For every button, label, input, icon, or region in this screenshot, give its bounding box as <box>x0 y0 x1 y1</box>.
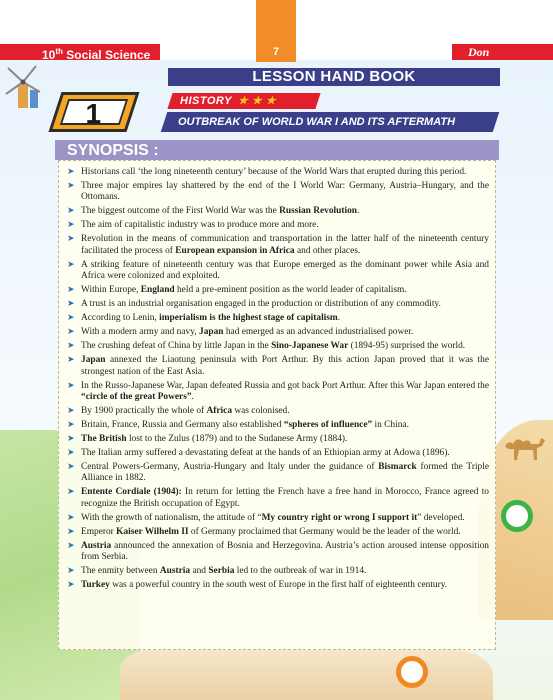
chapter-title-bar <box>161 112 499 132</box>
synopsis-point: ➤ Within Europe, England held a pre-eminent position as the world leader of capitalism. <box>67 285 407 296</box>
bullet-arrow-icon: ➤ <box>67 380 75 391</box>
bullet-arrow-icon: ➤ <box>67 512 75 523</box>
bullet-arrow-icon: ➤ <box>67 420 75 431</box>
class-label-bar <box>0 44 160 60</box>
synopsis-list <box>59 161 495 592</box>
bullet-arrow-icon: ➤ <box>67 566 75 577</box>
synopsis-point: ➤ In the Russo-Japanese War, Japan defeated Russia and got back Port Arthur. After this War Japan entered the “circle of the great Powers”. <box>67 380 489 403</box>
subject-label: HISTORY ★ ★ ★ <box>180 95 277 107</box>
synopsis-point: ➤ With the growth of nationalism, the attitude of “My country right or wrong I support it” developed. <box>67 512 465 523</box>
bullet-arrow-icon: ➤ <box>67 487 75 498</box>
synopsis-point: ➤ Entente Cordiale (1904): In return for letting the French have a free hand in Morocco, France agreed to recognize the British occupation of Egypt. <box>67 487 489 509</box>
synopsis-heading: SYNOPSIS : <box>67 142 159 159</box>
bullet-arrow-icon: ➤ <box>67 181 75 191</box>
synopsis-point: ➤ Historians call ‘the long nineteenth century’ because of the World Wars that erupted during this period. <box>67 167 467 177</box>
chapter-number-box <box>49 92 140 132</box>
bullet-arrow-icon: ➤ <box>67 259 75 270</box>
synopsis-point: ➤ A striking feature of nineteenth century was that Europe emerged as the dominant power while Asia and Africa were colonized and exploited. <box>67 259 489 282</box>
synopsis-point: ➤ With a modern army and navy, Japan had emerged as an advanced industrialised power. <box>67 327 414 338</box>
green-ring-decoration <box>501 500 533 532</box>
bullet-arrow-icon: ➤ <box>67 234 75 245</box>
brand-label: Don <box>468 45 490 59</box>
bullet-arrow-icon: ➤ <box>67 341 75 352</box>
orange-ring-decoration <box>396 656 428 688</box>
synopsis-point: ➤ The aim of capitalistic industry was to produce more and more. <box>67 220 319 231</box>
bullet-arrow-icon: ➤ <box>67 448 75 459</box>
bullet-arrow-icon: ➤ <box>67 167 75 177</box>
bullet-arrow-icon: ➤ <box>67 540 75 551</box>
bullet-arrow-icon: ➤ <box>67 526 75 537</box>
synopsis-point: ➤ Three major empires lay shattered by the end of the I World War: Germany, Austria–Hungary, and the Ottomans. <box>67 181 489 203</box>
synopsis-point: ➤ The crushing defeat of China by little Japan in the Sino-Japanese War (1894-95) surprised the world. <box>67 341 466 352</box>
synopsis-point: ➤ The biggest outcome of the First World War was the Russian Revolution. <box>67 206 360 217</box>
synopsis-point: ➤ According to Lenin, imperialism is the highest stage of capitalism. <box>67 313 341 324</box>
brand-bar <box>452 44 553 60</box>
bullet-arrow-icon: ➤ <box>67 299 75 310</box>
bullet-arrow-icon: ➤ <box>67 580 75 591</box>
bullet-arrow-icon: ➤ <box>67 313 75 324</box>
page-number: 7 <box>272 46 280 58</box>
bullet-arrow-icon: ➤ <box>67 327 75 338</box>
synopsis-point: ➤ The Italian army suffered a devastating defeat at the hands of an Ethiopian army at Adowa (1896). <box>67 448 450 459</box>
camel-icon <box>501 432 547 462</box>
synopsis-point: ➤ A trust is an industrial organisation engaged in the production or distribution of any commodity. <box>67 299 441 310</box>
synopsis-point: ➤ Central Powers-Germany, Austria-Hungary and Italy under the guidance of Bismarck formed the Triple Alliance in 1882. <box>67 462 489 484</box>
bullet-arrow-icon: ➤ <box>67 462 75 473</box>
synopsis-box <box>58 160 496 650</box>
bullet-arrow-icon: ➤ <box>67 206 75 217</box>
synopsis-point: ➤ The British lost to the Zulus (1879) and to the Sudanese Army (1884). <box>67 434 348 445</box>
synopsis-heading-bar <box>55 140 499 160</box>
synopsis-point: ➤ The enmity between Austria and Serbia led to the outbreak of war in 1914. <box>67 566 367 577</box>
synopsis-point: ➤ Emperor Kaiser Wilhelm II of Germany proclaimed that Germany would be the leader of the world. <box>67 526 461 537</box>
bullet-arrow-icon: ➤ <box>67 406 75 417</box>
synopsis-point: ➤ Revolution in the means of communication and transportation in the latter half of the nineteenth century facilitated the process of European expansion in Africa and other places. <box>67 234 489 256</box>
synopsis-point: ➤ Austria announced the annexation of Bosnia and Herzegovina. Austria’s action aroused intense opposition from Serbia. <box>67 540 489 563</box>
stars-decoration: ★ ★ ★ <box>238 95 277 107</box>
bullet-arrow-icon: ➤ <box>67 434 75 445</box>
bullet-arrow-icon: ➤ <box>67 220 75 231</box>
synopsis-point: ➤ By 1900 practically the whole of Africa was colonised. <box>67 406 290 417</box>
synopsis-point: ➤ Turkey was a powerful country in the south west of Europe in the first half of eighteenth century. <box>67 580 448 591</box>
windmill-icon <box>0 62 50 108</box>
class-label: 10th Social Science <box>42 47 151 62</box>
synopsis-point: ➤ Japan annexed the Liaotung peninsula with Port Arthur. By this action Japan proved that it was the strongest nation of the East Asia. <box>67 355 489 377</box>
bullet-arrow-icon: ➤ <box>67 355 75 366</box>
chapter-title: OUTBREAK OF WORLD WAR I AND ITS AFTERMATH <box>178 116 456 128</box>
synopsis-point: ➤ Britain, France, Russia and Germany also established “spheres of influence” in China. <box>67 420 409 431</box>
lesson-title: LESSON HAND BOOK <box>168 68 500 86</box>
chapter-number: 1 <box>85 98 102 129</box>
ground-illustration <box>120 650 493 700</box>
subject-bar <box>167 93 320 109</box>
bullet-arrow-icon: ➤ <box>67 285 75 296</box>
